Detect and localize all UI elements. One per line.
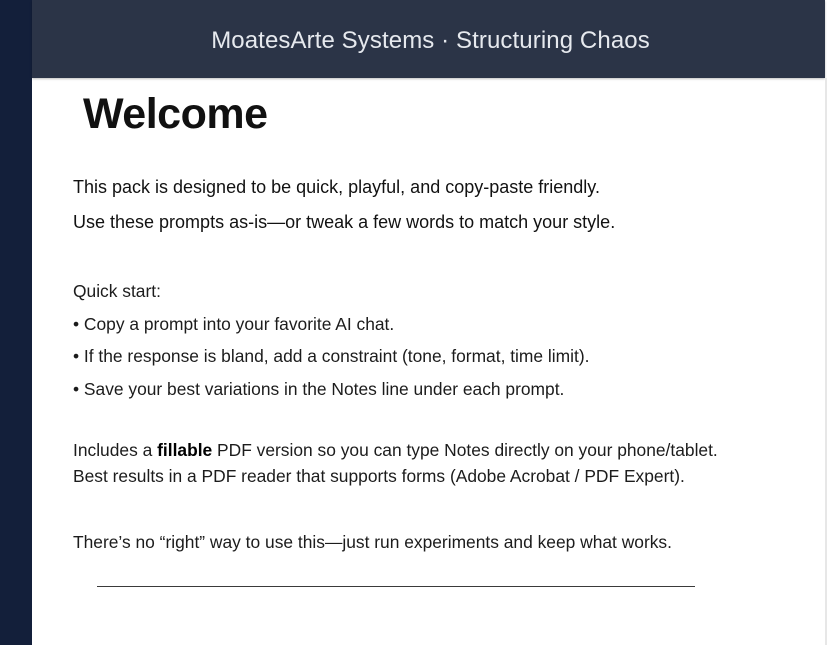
intro-line-2: Use these prompts as-is—or tweak a few words to match your style. xyxy=(73,212,616,232)
intro-line-1: This pack is designed to be quick, playful, and copy-paste friendly. xyxy=(73,177,600,197)
left-sidebar-rail xyxy=(0,0,32,645)
document-header xyxy=(32,0,825,78)
notes-divider-line xyxy=(97,586,695,587)
quick-start-item: • Copy a prompt into your favorite AI chat. xyxy=(73,314,395,334)
header-title: MoatesArte Systems · Structuring Chaos xyxy=(211,26,650,54)
document-page xyxy=(32,0,827,645)
fillable-line-1 xyxy=(73,440,718,461)
quick-start-heading: Quick start: xyxy=(73,281,161,301)
page-title: Welcome xyxy=(83,90,268,138)
closing-line: There’s no “right” way to use this—just run experiments and keep what works. xyxy=(73,532,672,552)
fillable-suffix: PDF version so you can type Notes directly on your phone/tablet. xyxy=(212,440,718,460)
fillable-line-2: Best results in a PDF reader that supports forms (Adobe Acrobat / PDF Expert). xyxy=(73,466,685,486)
fillable-prefix: Includes a xyxy=(73,440,158,460)
quick-start-item: • Save your best variations in the Notes line under each prompt. xyxy=(73,379,565,399)
fillable-bold: fillable xyxy=(157,440,213,460)
quick-start-item: • If the response is bland, add a constraint (tone, format, time limit). xyxy=(73,346,590,366)
